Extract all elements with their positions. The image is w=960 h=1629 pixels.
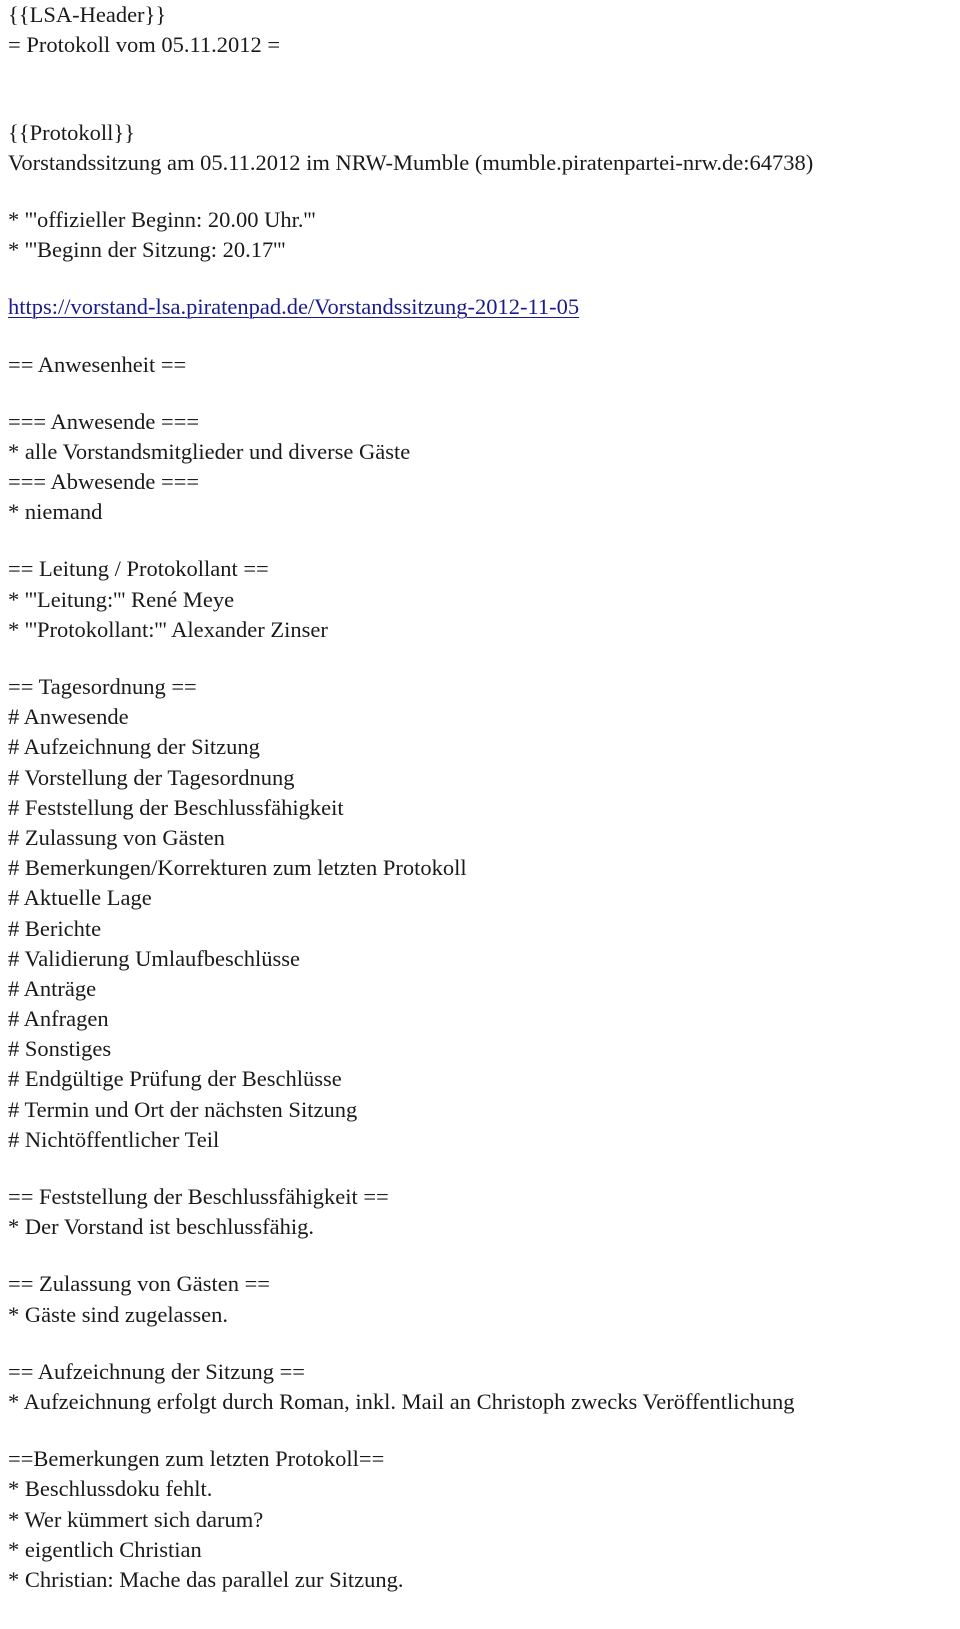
agenda-item: # Anträge [8, 975, 97, 1001]
spacer [8, 527, 958, 554]
meeting-info: Vorstandssitzung am 05.11.2012 im NRW-Mumble (mumble.piratenpartei-nrw.de:64738) [8, 149, 814, 175]
leadership-heading: == Leitung / Protokollant == [8, 556, 269, 582]
absent-heading: === Abwesende === [8, 469, 200, 495]
remarks-item: * Wer kümmert sich darum? [8, 1506, 264, 1532]
spacer [8, 265, 958, 292]
attendance-heading: == Anwesenheit == [8, 351, 187, 377]
agenda-item: # Termin und Ort der nächsten Sitzung [8, 1096, 358, 1122]
spacer [8, 1242, 958, 1269]
spacer [8, 91, 958, 118]
agenda-item: # Vorstellung der Tagesordnung [8, 764, 295, 790]
agenda-item: # Feststellung der Beschlussfähigkeit [8, 794, 344, 820]
agenda-item: # Zulassung von Gästen [8, 824, 225, 850]
agenda-item: # Validierung Umlaufbeschlüsse [8, 945, 301, 971]
minutes-taker-item: * '''Protokollant:''' Alexander Zinser [8, 616, 328, 642]
header-template: {{LSA-Header}} [8, 2, 167, 27]
quorum-text: * Der Vorstand ist beschlussfähig. [8, 1214, 315, 1240]
guests-heading: == Zulassung von Gästen == [8, 1271, 270, 1297]
remarks-item: * eigentlich Christian [8, 1536, 202, 1562]
spacer [8, 645, 958, 672]
spacer [8, 1155, 958, 1182]
agenda-item: # Anfragen [8, 1006, 109, 1032]
agenda-item: # Nichtöffentlicher Teil [8, 1126, 220, 1152]
remarks-item: * Beschlussdoku fehlt. [8, 1476, 213, 1502]
page-title: = Protokoll vom 05.11.2012 = [8, 32, 281, 58]
protocol-document [8, 0, 958, 1595]
present-heading: === Anwesende === [8, 408, 200, 434]
spacer [8, 380, 958, 407]
piratenpad-link[interactable]: https://vorstand-lsa.piratenpad.de/Vorstandssitzung-2012-11-05 [8, 294, 580, 320]
remarks-item: * Christian: Mache das parallel zur Sitzung. [8, 1566, 404, 1592]
remarks-heading: ==Bemerkungen zum letzten Protokoll== [8, 1446, 385, 1472]
quorum-heading: == Feststellung der Beschlussfähigkeit == [8, 1184, 389, 1209]
spacer [8, 60, 958, 90]
agenda-item: # Sonstiges [8, 1036, 112, 1062]
agenda-item: # Aufzeichnung der Sitzung [8, 734, 260, 760]
recording-text: * Aufzeichnung erfolgt durch Roman, inkl. Mail an Christoph zwecks Veröffentlichung [8, 1388, 795, 1414]
absent-list-item: * niemand [8, 499, 103, 525]
spacer [8, 178, 958, 205]
spacer [8, 1417, 958, 1444]
agenda-heading: == Tagesordnung == [8, 674, 197, 699]
spacer [8, 323, 958, 350]
actual-start: * '''Beginn der Sitzung: 20.17''' [8, 237, 286, 263]
lead-item: * '''Leitung:''' René Meye [8, 586, 235, 612]
agenda-item: # Anwesende [8, 704, 129, 730]
present-list-item: * alle Vorstandsmitglieder und diverse Gäste [8, 438, 411, 464]
spacer [8, 1330, 958, 1357]
agenda-item: # Aktuelle Lage [8, 885, 152, 911]
agenda-item: # Berichte [8, 915, 102, 941]
guests-text: * Gäste sind zugelassen. [8, 1301, 228, 1327]
official-start: * '''offizieller Beginn: 20.00 Uhr.''' [8, 206, 316, 232]
agenda-item: # Endgültige Prüfung der Beschlüsse [8, 1066, 342, 1092]
recording-heading: == Aufzeichnung der Sitzung == [8, 1358, 305, 1384]
protocol-template: {{Protokoll}} [8, 119, 135, 145]
agenda-item: # Bemerkungen/Korrekturen zum letzten Protokoll [8, 855, 467, 881]
